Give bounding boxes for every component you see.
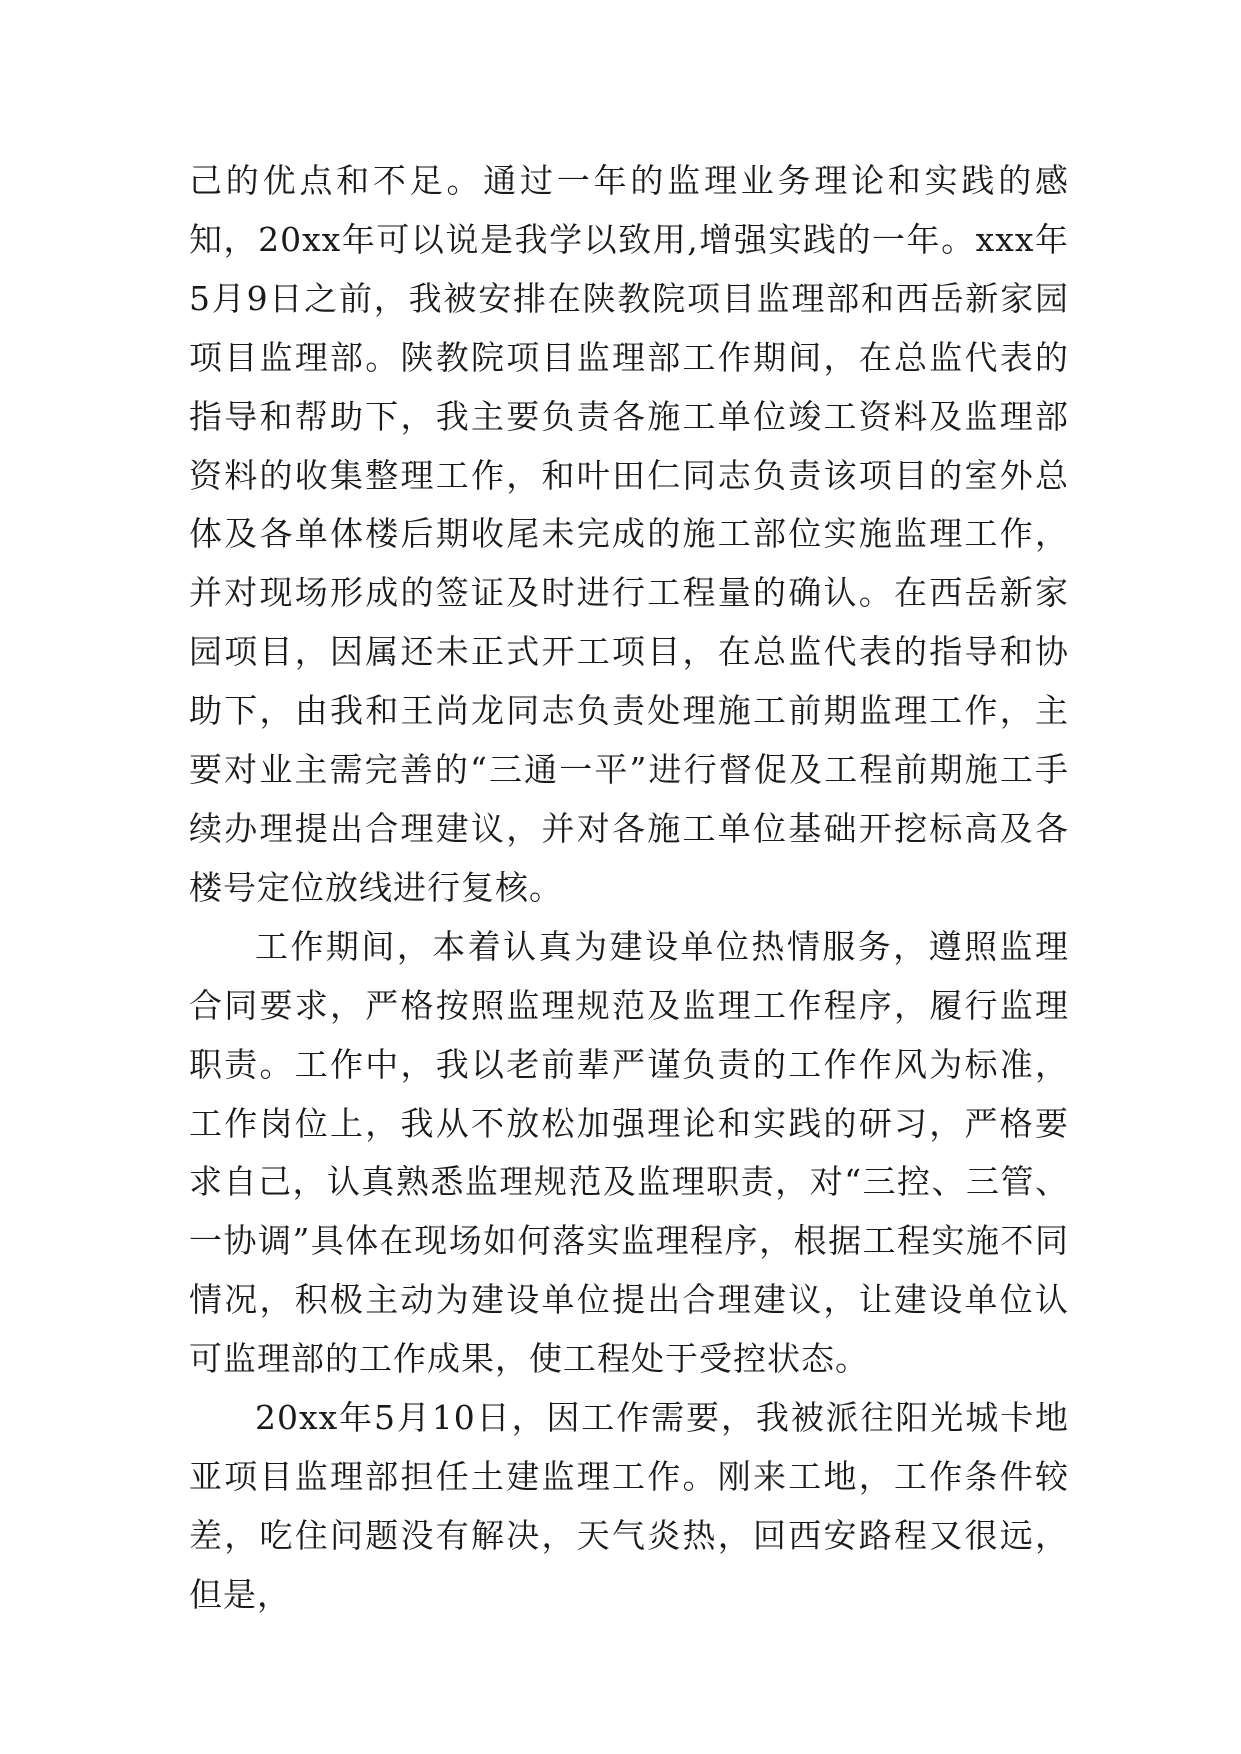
paragraph-1: 己的优点和不足。通过一年的监理业务理论和实践的感知，20xx年可以说是我学以致用,增强实践的一年。xxx年5月9日之前，我被安排在陕教院项目监理部和西岳新家园项目监理部。陕教院项目监理部工作期间，在总监代表的指导和帮助下，我主要负责各施工单位竣工资料及监理部资料的收集整理工作，和叶田仁同志负责该项目的室外总体及各单体楼后期收尾未完成的施工部位实施监理工作，并对现场形成的签证及时进行工程量的确认。在西岳新家园项目，因属还未正式开工项目，在总监代表的指导和协助下，由我和王尚龙同志负责处理施工前期监理工作，主要对业主需完善的“三通一平”进行督促及工程前期施工手续办理提出合理建议，并对各施工单位基础开挖标高及各楼号定位放线进行复核。 xyxy=(189,161,1069,907)
document-body xyxy=(189,152,1069,1625)
paragraph-2: 工作期间，本着认真为建设单位热情服务，遵照监理合同要求，严格按照监理规范及监理工作程序，履行监理职责。工作中，我以老前辈严谨负责的工作作风为标准，工作岗位上，我从不放松加强理论和实践的研习，严格要求自己，认真熟悉监理规范及监理职责，对“三控、三管、一协调”具体在现场如何落实监理程序，根据工程实施不同情况，积极主动为建设单位提出合理建议，让建设单位认可监理部的工作成果，使工程处于受控状态。 xyxy=(189,926,1069,1379)
paragraph-3: 20xx年5月10日，因工作需要，我被派往阳光城卡地亚项目监理部担任土建监理工作。刚来工地，工作条件较差，吃住问题没有解决，天气炎热，回西安路程又很远，但是， xyxy=(189,1398,1069,1614)
